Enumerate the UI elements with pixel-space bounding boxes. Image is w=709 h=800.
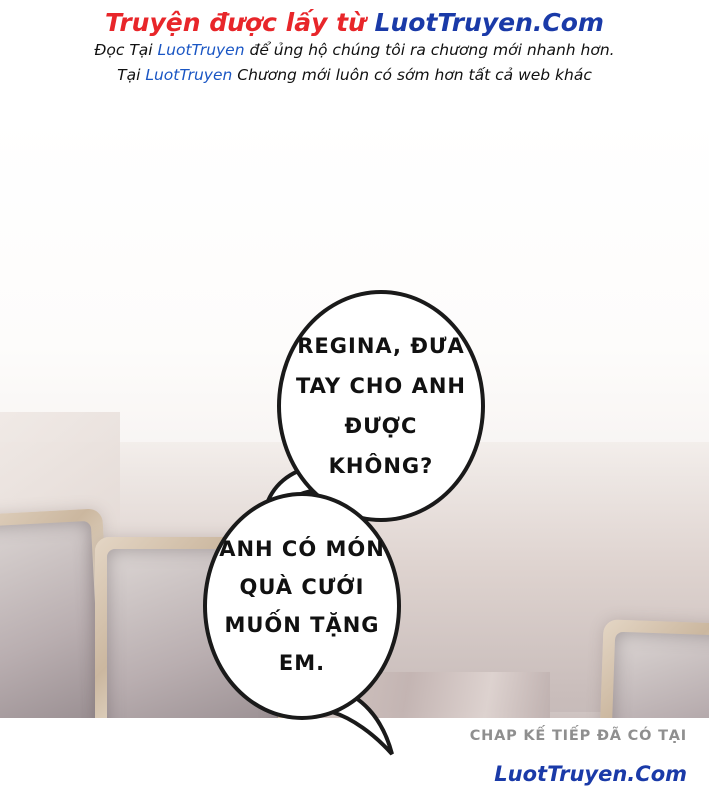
speech-bubble-lower	[203, 492, 401, 720]
speech-bubble-upper	[277, 290, 485, 522]
banner-line-1-b: để ủng hộ chúng tôi ra chương mới nhanh hơn.	[244, 41, 615, 59]
banner-line-2-b: Chương mới luôn có sớm hơn tất cả web khác	[232, 66, 592, 84]
banner-line-2-brand[interactable]: LuotTruyen	[145, 66, 233, 84]
banner-line-1-a: Đọc Tại	[94, 41, 158, 59]
speech-bubble-upper-text: REGINA, ĐƯA TAY CHO ANH ĐƯỢC KHÔNG?	[295, 334, 466, 478]
banner-line-1-brand[interactable]: LuotTruyen	[157, 41, 245, 59]
banner-title-prefix: Truyện được lấy từ	[105, 8, 375, 37]
watermark-line-2[interactable]: LuotTruyen.Com	[494, 762, 687, 786]
watermark-line-1: CHAP KẾ TIẾP ĐÃ CÓ TẠI	[469, 728, 687, 744]
comic-panel	[0, 112, 709, 800]
banner-title	[0, 0, 709, 38]
speech-bubble-lower-text: ANH CÓ MÓN QUÀ CƯỚI MUỐN TẶNG EM.	[219, 537, 385, 675]
banner-line-2-a: Tại	[117, 66, 146, 84]
site-banner	[0, 0, 709, 112]
banner-title-brand[interactable]: LuotTruyen.Com	[374, 8, 604, 37]
banner-line-2	[0, 63, 709, 88]
banner-line-1	[0, 38, 709, 63]
